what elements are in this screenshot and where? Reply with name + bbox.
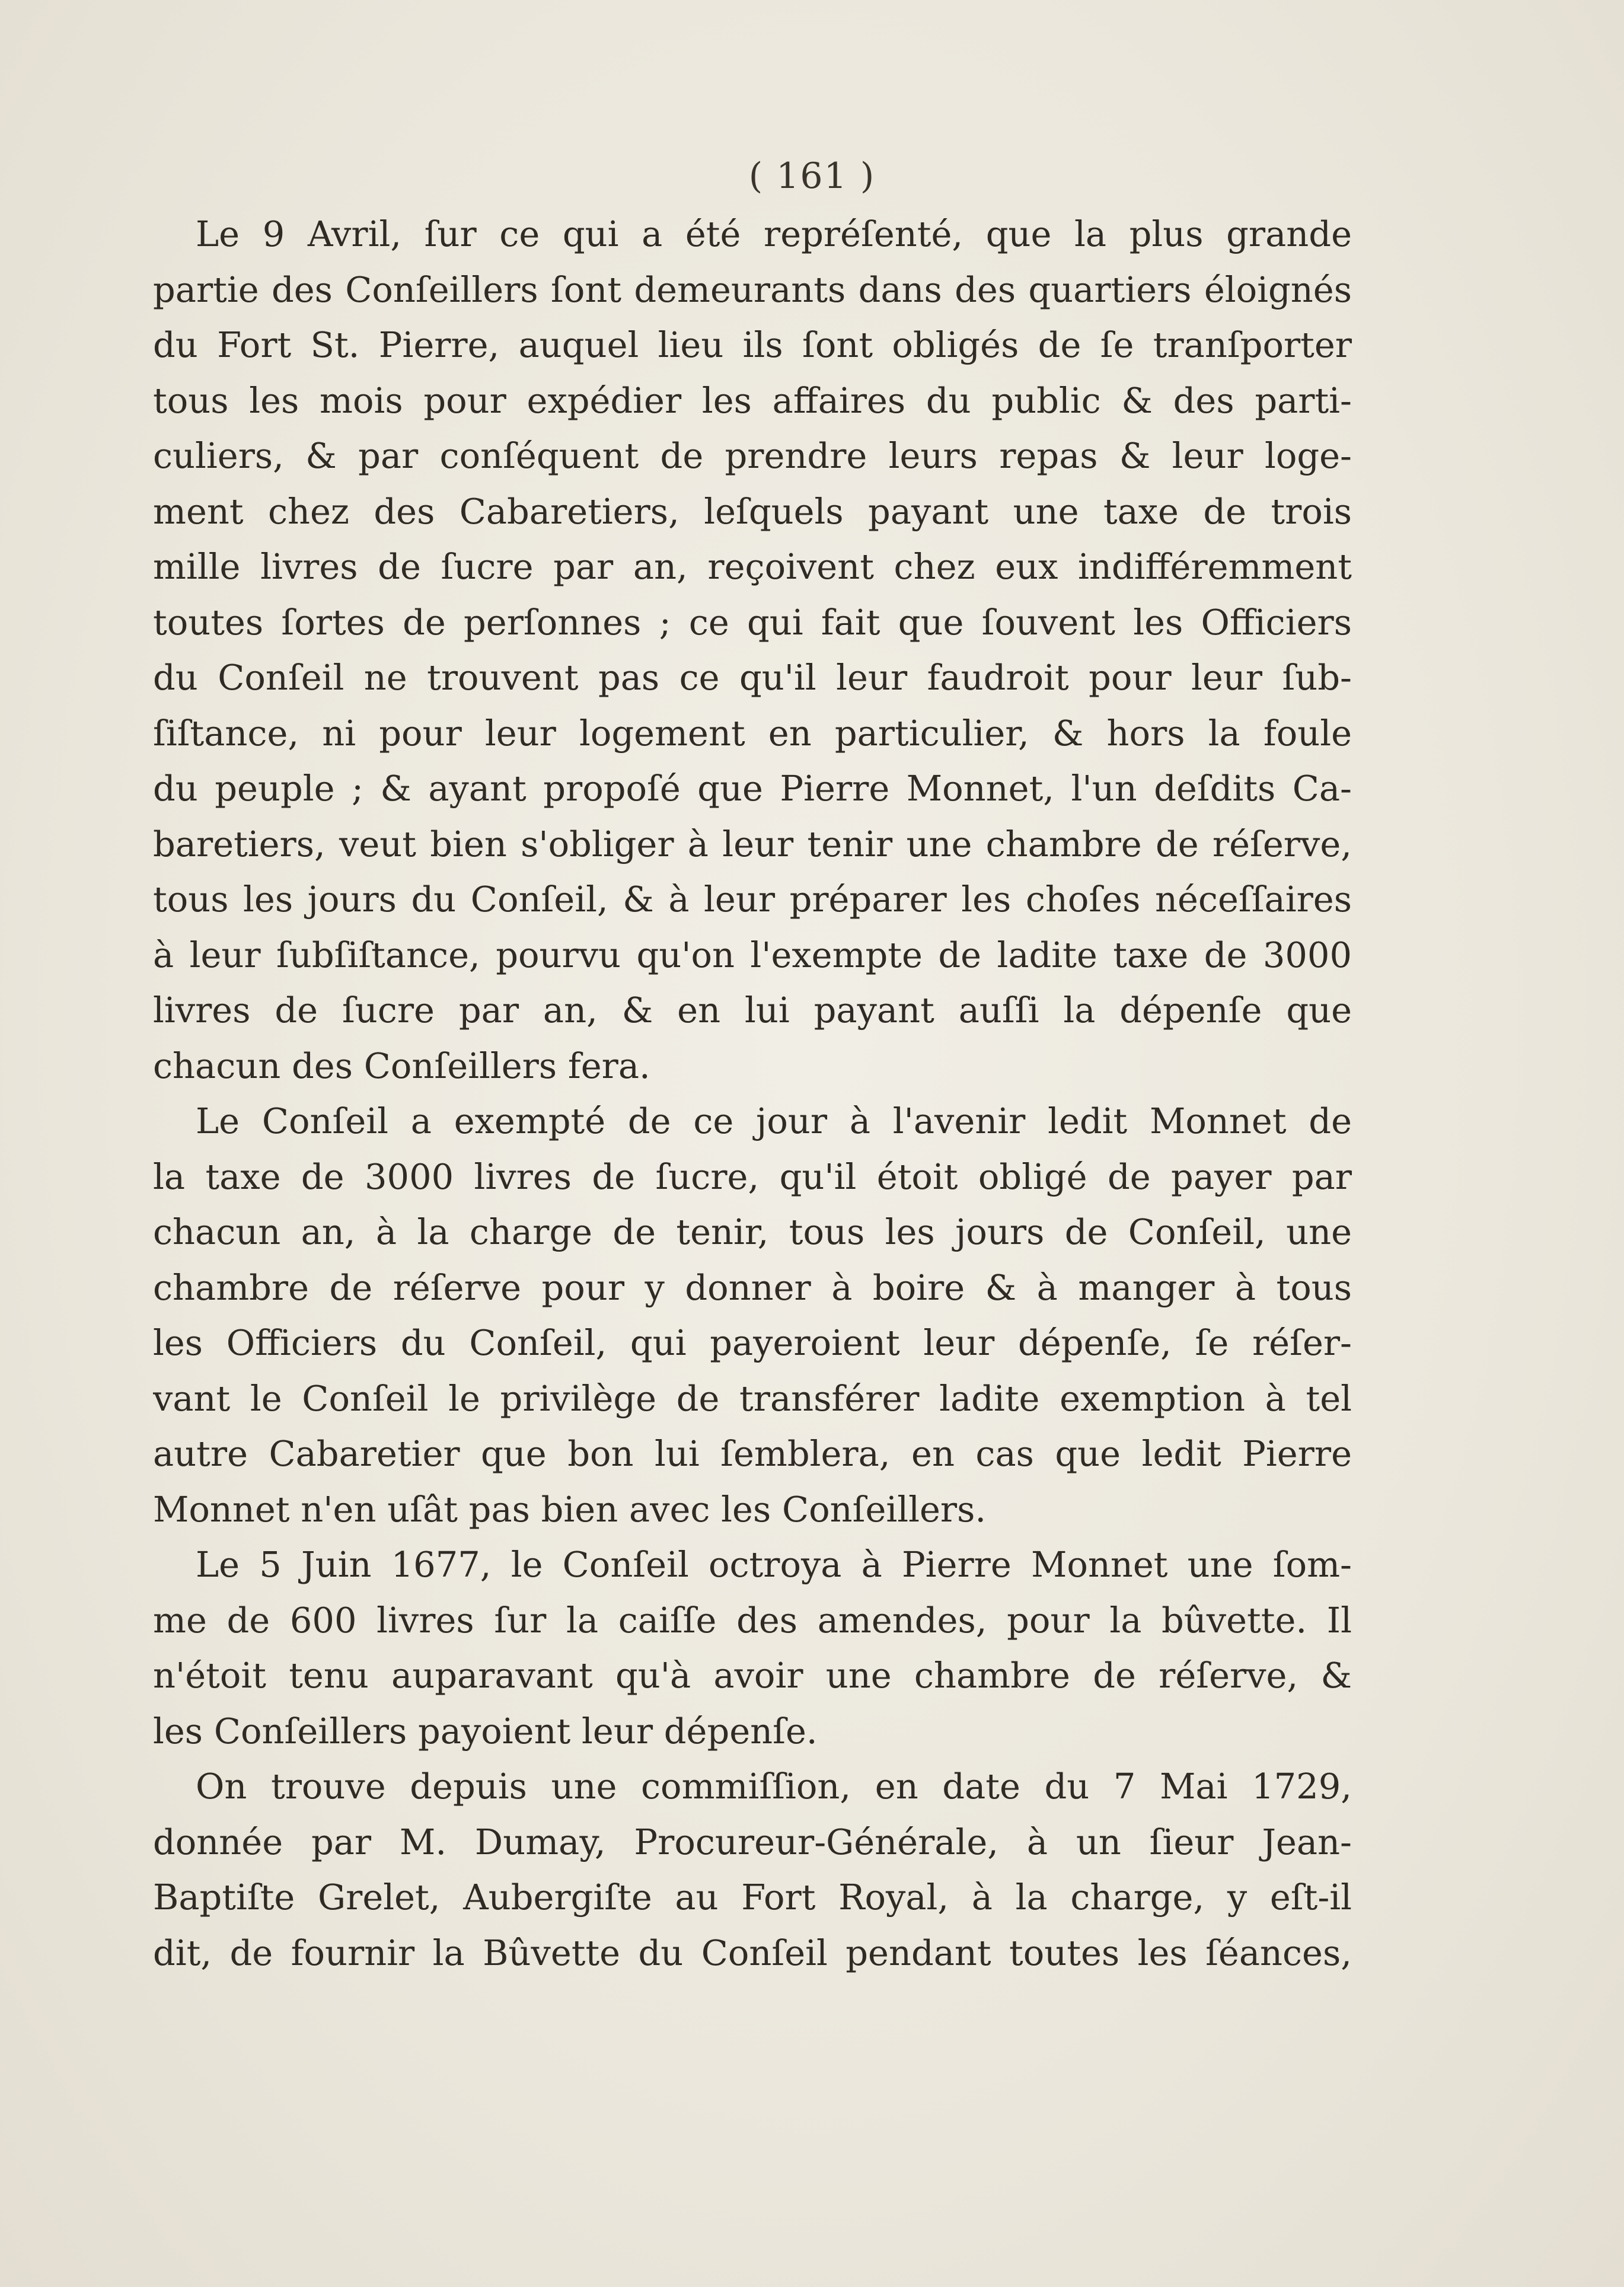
paragraph xyxy=(153,1759,1352,1980)
text-line: mille livres de ſucre par an, reçoivent chez eux indifféremment xyxy=(153,546,1352,587)
text-line: Monnet n'en uſât pas bien avec les Conſeillers. xyxy=(153,1488,987,1530)
text-line: du Conſeil ne trouvent pas ce qu'il leur faudroit pour leur ſub- xyxy=(153,657,1352,698)
text-line: autre Cabaretier que bon lui ſemblera, en cas que ledit Pierre xyxy=(153,1433,1352,1474)
text-line: On trouve depuis une commiſſion, en date du 7 Mai 1729, xyxy=(196,1766,1352,1807)
text-line: tous les jours du Conſeil, & à leur préparer les choſes néceſſaires xyxy=(153,879,1352,920)
text-line: Le 9 Avril, ſur ce qui a été repréſenté, que la plus grande xyxy=(196,213,1352,254)
text-line: donnée par M. Dumay, Procureur-Générale, à un ſieur Jean- xyxy=(153,1821,1352,1862)
text-line: ment chez des Cabaretiers, leſquels payant une taxe de trois xyxy=(153,490,1352,532)
text-line: à leur ſubſiſtance, pourvu qu'on l'exempte de ladite taxe de 3000 xyxy=(153,934,1352,975)
text-line: ſiſtance, ni pour leur logement en particulier, & hors la foule xyxy=(153,712,1352,754)
text-line: les Conſeillers payoient leur dépenſe. xyxy=(153,1710,818,1752)
text-line: livres de ſucre par an, & en lui payant auſſi la dépenſe que xyxy=(153,990,1352,1031)
text-line: la taxe de 3000 livres de ſucre, qu'il étoit obligé de payer par xyxy=(153,1156,1352,1197)
text-line: les Officiers du Conſeil, qui payeroient leur dépenſe, ſe réſer- xyxy=(153,1322,1352,1363)
text-line: culiers, & par conſéquent de prendre leurs repas & leur loge- xyxy=(153,435,1352,476)
text-line: tous les mois pour expédier les affaires du public & des parti- xyxy=(153,379,1352,421)
text-line: partie des Conſeillers ſont demeurants dans des quartiers éloignés xyxy=(153,269,1352,310)
text-line: vant le Conſeil le privilège de transférer ladite exemption à tel xyxy=(153,1377,1352,1419)
text-line: dit, de fournir la Bûvette du Conſeil pendant toutes les ſéances, xyxy=(153,1932,1352,1973)
text-line: du Fort St. Pierre, auquel lieu ils ſont obligés de ſe tranſporter xyxy=(153,324,1352,365)
text-line: baretiers, veut bien s'obliger à leur tenir une chambre de réſerve, xyxy=(153,823,1352,865)
text-line: du peuple ; & ayant propoſé que Pierre Monnet, l'un deſdits Ca- xyxy=(153,768,1352,809)
text-line: toutes ſortes de perſonnes ; ce qui fait que ſouvent les Officiers xyxy=(153,601,1352,643)
paragraph xyxy=(153,1093,1352,1537)
text-line: Le Conſeil a exempté de ce jour à l'avenir ledit Monnet de xyxy=(196,1101,1352,1141)
text-line: Le 5 Juin 1677, le Conſeil octroya à Pierre Monnet une ſom- xyxy=(196,1544,1352,1585)
text-line: chambre de réſerve pour y donner à boire & à manger à tous xyxy=(153,1267,1352,1308)
text-line: Baptiſte Grelet, Aubergiſte au Fort Royal, à la charge, y eſt-il xyxy=(153,1877,1352,1918)
text-line: chacun an, à la charge de tenir, tous les jours de Conſeil, une xyxy=(153,1211,1352,1252)
text-line: chacun des Conſeillers fera. xyxy=(153,1045,650,1086)
page-number: ( 161 ) xyxy=(748,155,876,197)
text-line: n'étoit tenu auparavant qu'à avoir une chambre de réſerve, & xyxy=(153,1655,1352,1696)
text-line: me de 600 livres ſur la caiſſe des amendes, pour la bûvette. Il xyxy=(153,1599,1352,1641)
paragraph xyxy=(153,206,1352,1093)
body-text xyxy=(153,206,1352,1980)
paragraph xyxy=(153,1537,1352,1759)
